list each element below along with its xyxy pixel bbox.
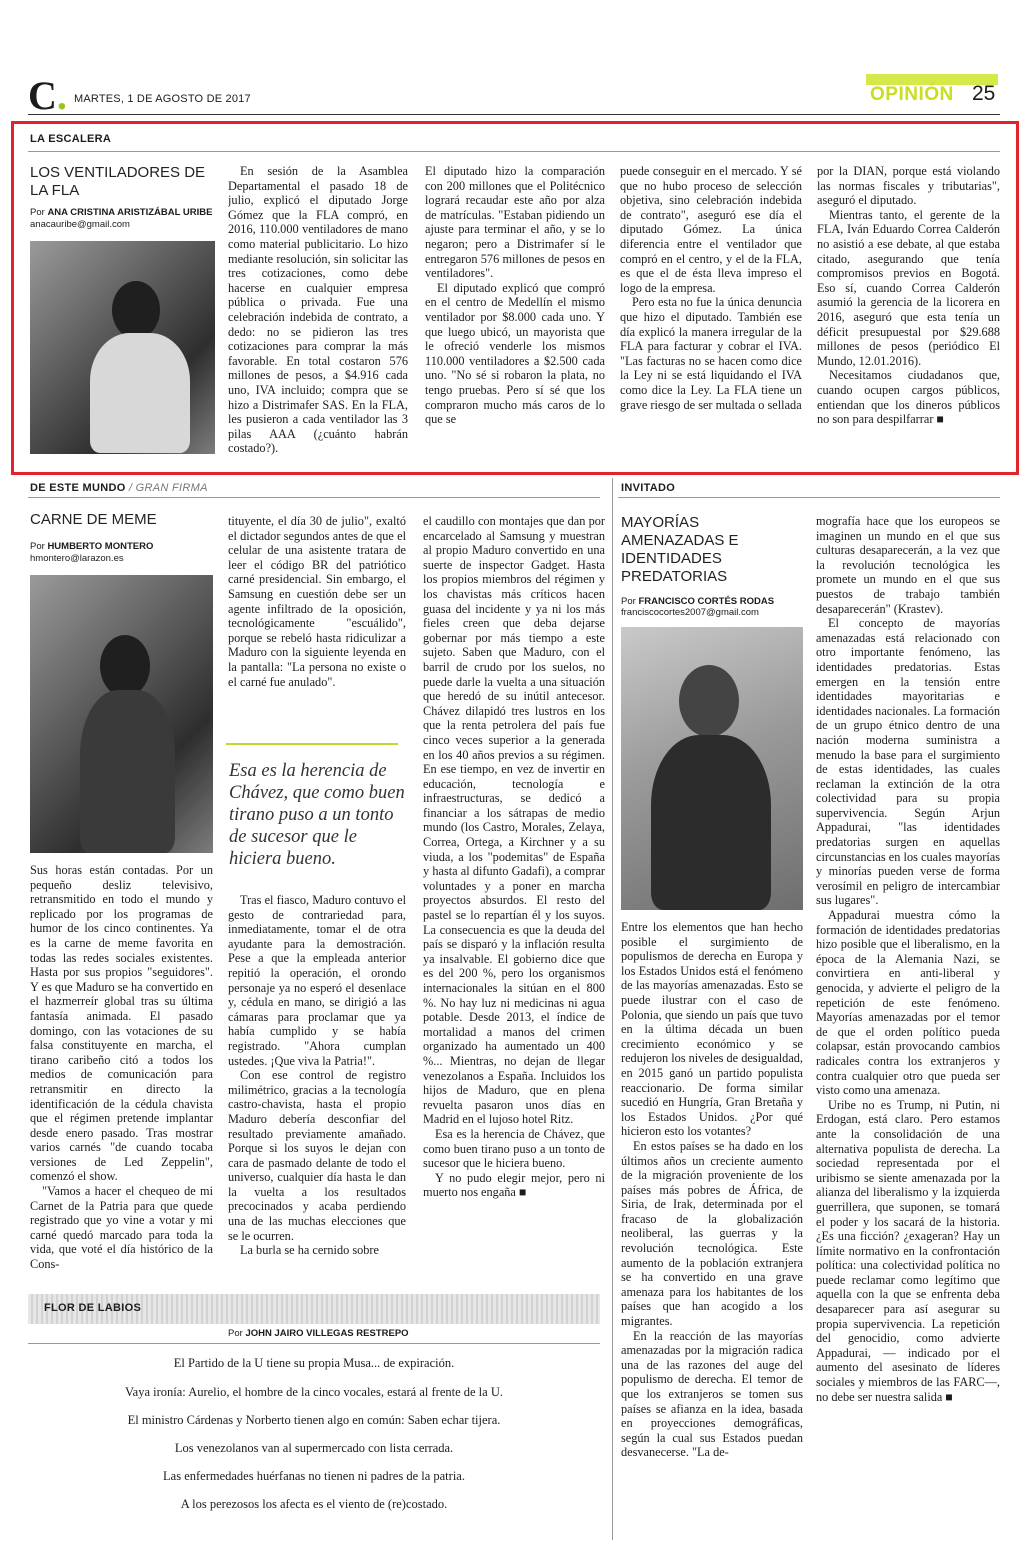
article-column: Sus horas están contadas. Por un pequeño desliz televisivo, retransmitido en todo el mundo y replicado por los programas de humor de los cinco continentes. Ya es la carne de meme favorita en todas las redes sociales existentes. Hasta por sus propios "seguidores". Y es que Maduro se ha convertido en el hazmerreír global tras su última fantasía animada. El pasado domingo, con las votaciones de su falsa constituyente en marcha, el tirano caribeño citó a todos los medios de comunicación para retransmitir en directo la identificación de la cédula chavista que el régimen pretende implantar desde enero pasado. Tras mostrar varios carnés "de cuando tocaba versiones de Led Zeppelin", comenzó el show. "Vamos a hacer el chequeo de mi Carnet de la Patria para que quede registrado que yo vine a votar y mi carné quedó marcado para toda la vida, que voté el día histórico de la Cons- — [30, 863, 213, 1272]
article-headline: LOS VENTILADORES DE LA FLA — [30, 164, 206, 199]
logo: C. — [28, 73, 67, 118]
author-photo — [621, 627, 803, 910]
list-item: Las enfermedades huérfanas no tienen ni padres de la patria. — [163, 1469, 465, 1483]
article-headline: CARNE DE MEME — [30, 511, 157, 528]
list-item: El ministro Cárdenas y Norberto tienen algo en común: Saben echar tijera. — [127, 1413, 501, 1427]
author-email: hmontero@larazon.es — [30, 553, 124, 564]
list-item: A los perezosos los afecta es el viento de (re)costado. — [180, 1497, 448, 1511]
article-column: Tras el fiasco, Maduro contuvo el gesto de contrariedad para, inmediatamente, tomar el de otra ayudante para la demostración. Pese a que la empleada anterior repitió la operación, el orondo personaje ya no esperó el desenlace y, cédula en mano, se dirigió a las cámaras para proclamar que ya había cumplido y se había registrado. "Ahora cumplan ustedes. ¡Que viva la Patria!". Con ese control de registro milimétrico, gracias a la tecnología castro-chavista, hasta el propio Maduro debería desconfiar del resultado previamente amañado. Porque si los suyos le dejan con cara de pasmado delante de todo el universo, cualquier día hasta le dan la vuelta a los resultados precocinados y acaba perdiendo una de las muchas elecciones que se le ocurren. La burla se ha cernido sobre — [228, 893, 406, 1258]
author-photo — [30, 241, 215, 454]
byline: Por FRANCISCO CORTÉS RODAS — [621, 596, 775, 607]
column-divider — [612, 478, 613, 1540]
article-headline: MAYORÍAS AMENAZADAS E IDENTIDADES PREDATORIAS — [621, 514, 739, 585]
author-photo — [30, 575, 213, 853]
kicker-rule — [28, 497, 600, 498]
article-column: por la DIAN, porque está violando las normas fiscales y tributarias", aseguró el diputado. Mientras tanto, el gerente de la FLA, Iván Eduardo Correa Calderón no asistió a ese debate, al que estaba citado, asegurando que tenía compromisos previos en Bogotá. Eso sí, cuando Correa Calderón asumió la gerencia de la licorera en 2016, aseguró que esta tenía un déficit presupuestal por $29.688 millones de pesos (periódico El Mundo, 12.01.2016). Necesitamos ciudadanos que, cuando ocupen cargos públicos, entiendan que los dineros públicos no son para despilfarrar ■ — [817, 164, 1000, 427]
article-column: El diputado hizo la comparación con 200 millones que el Politécnico logrará recaudar este año por alza de matrículas. "Estaban pidiendo un ajuste para terminar el año, y se lo negaron; pero a Distrimafer sí le entregaron 576 millones de pesos en ventiladores". El diputado explicó que compró en el centro de Medellín el mismo ventilador por $8.000 cada uno. Y que luego ubicó, un mayorista que le ofreció venderle los mismos 110.000 ventiladores a $2.500 cada uno. "No sé si robaron la plata, no tengo pruebas. Pero sí sé que los compraron mucho más caros de lo que se — [425, 164, 605, 427]
article-column: En sesión de la Asamblea Departamental el pasado 18 de julio, explicó el diputado Jorge Gómez que la FLA compró, en 2016, 110.000 ventiladores de mano como material publicitario. Lo hizo mediante resolución, sin solicitar las tres cotizaciones, como debe hacerse en cualquier empresa pública o privada. Fue una celebración indebida de contrato, a dedo: no se pidieron las tres cotizaciones para comprar la más favorable. En total costaron 576 millones de pesos, a $4.916 cada uno, IVA incluido; compra que se hizo a Distrimafer SAS. En la FLA, les pusieron a cada ventilador las 3 pilas AAA (¿cuánto habrán costado?). — [228, 164, 408, 456]
author-email: franciscocortes2007@gmail.com — [621, 607, 759, 618]
byline: Por HUMBERTO MONTERO — [30, 541, 154, 552]
section-rule — [28, 1343, 600, 1344]
section-kicker: INVITADO — [621, 482, 676, 494]
byline: Por JOHN JAIRO VILLEGAS RESTREPO — [228, 1328, 409, 1339]
list-item: Los venezolanos van al supermercado con lista cerrada. — [174, 1441, 454, 1455]
kicker-rule — [618, 497, 1000, 498]
section-kicker: LA ESCALERA — [30, 133, 112, 145]
article-column: mografía hace que los europeos se imaginen un mundo en el que sus culturas desaparecerán, a la vez que la revolución tecnológica les promete un mundo en el que sus puestos de trabajo también desaparecerán" (Krastev). El concepto de mayorías amenazadas está relacionado con otro importante fenómeno, las identidades predatorias. Estas emergen en la tensión entre identidades mayoritarias e identidades nacionales. La formación de un grupo étnico dentro de una nación moderna suministra a menudo la base para el surgimiento de estas identidades, las cuales reclaman la extinción de la otra colectividad para su propia supervivencia. Según Arjun Appadurai, "las identidades predatorias surgen en aquellas circunstancias en los cuales mayorías y minorías pueden verse de forma verosímil en peligro de intercambiar sus lugares". Appadurai muestra cómo la formación de identidades predatorias hizo posible que el liberalismo, en la época de la Alemania Nazi, se convirtiera en anti-liberal y genocida, y advierte el peligro de la repetición de este fenómeno. Mayorías amenazadas por el temor de que el orden político pueda colapsar, están provocando cambios radicales contra los extranjeros y contra cualquier otro que pueda ser visto como una amenaza. Uribe no es Trump, ni Putin, ni Erdogan, está claro. Pero estamos ante la consolidación de una alternativa populista de derecha. La sociedad representada por el uribismo se siente amenazada por la alianza del liberalismo y la izquierda guerrillera, que suponen, se tomará el poder y los sacará de la historia. ¿Es una ficción? ¿exageran? Hay un límite normativo en la confrontación política: una colectividad política no puede reclamar como legítimo que aquella con la que se enfrenta deba desaparecer para así asegurar su propia supervivencia. La repetición del genocidio, como advierte Appadurai, — indicado por el aumento del asesinato de líderes sociales y miembros de las FARC—, no debe ser nuestra salida ■ — [816, 514, 1000, 1404]
section-kicker: DE ESTE MUNDO / GRAN FIRMA — [30, 482, 208, 494]
article-column: el caudillo con montajes que dan por encarcelado al Samsung y muestran al propio Maduro convertido en una suerte de inspector Gadget. Hasta los propios miembros del régimen y los chavistas más críticos hacen guasa del incidente y ya ni los más fieles creen que deba dejarse gobernar por más tiempo a este sujeto. Saben que Maduro, con el barril de crudo por los suelos, no puede darle la vuelta a una situación que heredó de su inútil antecesor. Chávez dilapidó tres lustros en los que la renta petrolera del país fue cinco veces superior a la generada en los 40 años previos a su régimen. En ese tiempo, en vez de invertir en educación, tecnología e infraestructuras, se dedicó a financiar a los sátrapas de medio mundo (los Castro, Morales, Zelaya, Correa, Ortega, a Kirchner y a su viuda, a los "podemitas" de España y hasta al difunto Gadafi), a comprar voluntades y a poner en marcha proyectos absurdos. El resto del pastel se lo repartían él y los suyos. La consecuencia es que la deuda del país se disparó y la inflación resulta ya insalvable. El gobierno dice que es del 200 %, pero los organismos internacionales la sitúan en el 800 %. No hay luz ni medicinas ni agua potable. Desde 2013, el índice de mortalidad a manos del crimen organizado ha aumentado un 400 %... Mientras, no dejan de llegar venezolanos a España. Incluidos los hijos de Maduro, que en plena revuelta pasaron unos días en Madrid en el lujoso hotel Ritz. Esa es la herencia de Chávez, que como buen tirano puso a un tonto de sucesor que le hiciera bueno. Y no pudo elegir mejor, pero ni muerto nos engaña ■ — [423, 514, 605, 1200]
section-name: OPINIÓN — [870, 84, 954, 105]
author-email: anacauribe@gmail.com — [30, 219, 130, 230]
issue-date: MARTES, 1 DE AGOSTO DE 2017 — [74, 93, 251, 105]
article-column: Entre los elementos que han hecho posible el surgimiento de populismos de derecha en Europa y los Estados Unidos está el fenómeno de las mayorías amenazadas. Esto se puede ilustrar con el caso de Polonia, que siendo un país que tuvo en la última década un buen crecimiento económico y se redujeron los niveles de desigualdad, en 2015 ganó un partido populista reaccionario. De forma similar sucedió en Hungría, Gran Bretaña y los Estados Unidos. ¿Por qué hicieron esto los votantes? En estos países se ha dado en los últimos años un creciente aumento de la migración proveniente de los países más pobres de África, de Siria, de Irak, determinada por el fracaso de la globalización neoliberal, las guerras y la revolución tecnológica. Este aumento de la población extranjera se ha convertido en una grave amenaza para los habitantes de los países que han acogido a los migrantes. En la reacción de las mayorías amenazadas por la migración radica una de las razones del auge del populismo de derecha. El temor de que los extranjeros se tomen sus países se afianza en la idea, basada en proyecciones demográficas, según la cual sus Estados puedan desvanecerse. "La de- — [621, 920, 803, 1460]
header-rule — [28, 114, 1000, 115]
pull-quote: Esa es la herencia de Chávez, que como buen tirano puso a un tonto de sucesor que le hiciera bueno. — [229, 761, 405, 869]
byline: Por ANA CRISTINA ARISTIZÁBAL URIBE — [30, 207, 213, 218]
article-column: puede conseguir en el mercado. Y sé que no hubo proceso de selección objetiva, sino celebración indebida de contrato", aseguró ese día el diputado Gómez. La única diferencia entre el ventilador que compró en el centro, y el de la FLA, es que el de ésta lleva impreso el logo de la empresa. Pero esta no fue la única denuncia que hizo el diputado. También ese día explicó la manera irregular de la FLA para facturar y cobrar el IVA. "Las facturas no se hacen como dice la Ley ni se está liquidando el IVA como dice la Ley. La FLA tiene un grave riesgo de ser multada o sellada — [620, 164, 802, 412]
list-item: El Partido de la U tiene su propia Musa... de expiración. — [173, 1356, 455, 1370]
list-item: Vaya ironía: Aurelio, el hombre de la cinco vocales, estará al frente de la U. — [125, 1385, 503, 1399]
article-column: tituyente, el día 30 de julio", exaltó el dictador segundos antes de que el celular de una asistente tratara de leer el código BR del patriótico carné presidencial. Sin embargo, el Samsung en cuestión debe ser un agente infiltrado de la oposición, tecnológicamente "escuálido", porque se rebeló hasta ridiculizar a Maduro con la siguiente leyenda en la pantalla: "La persona no existe o el carné fue anulado". — [228, 514, 406, 689]
kicker-rule — [28, 151, 1000, 152]
page-number: 25 — [972, 82, 996, 105]
pull-quote-bar — [226, 743, 398, 745]
section-kicker: FLOR DE LABIOS — [44, 1302, 142, 1314]
